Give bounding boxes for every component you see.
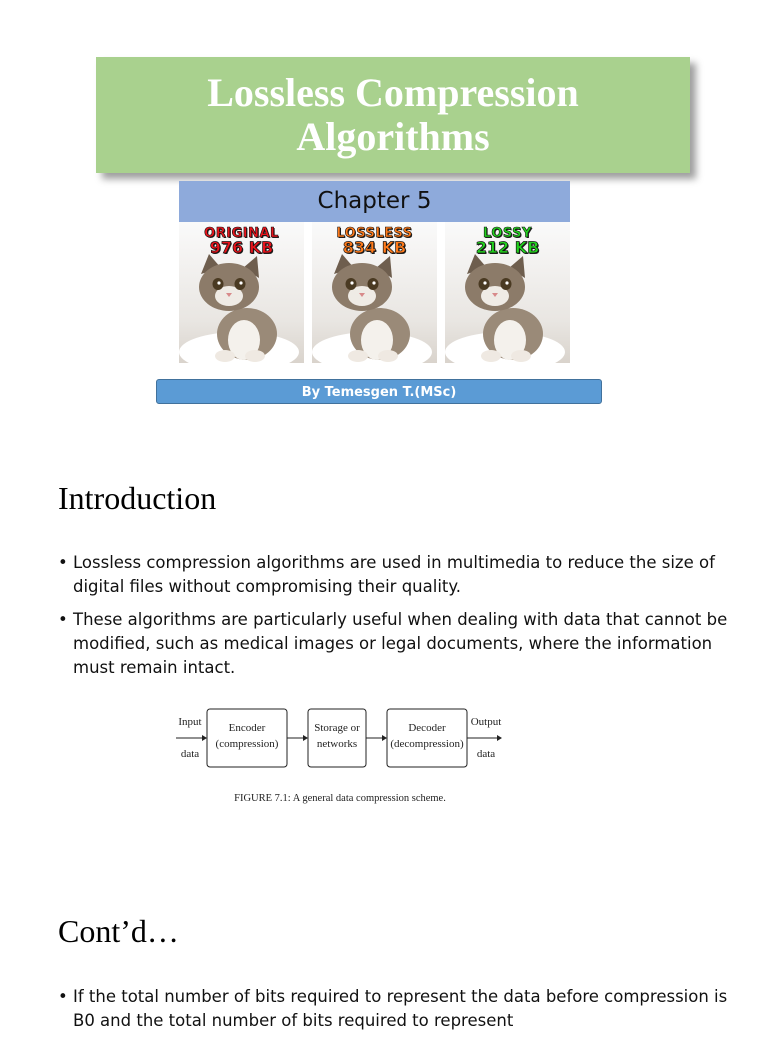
cat-image-original bbox=[179, 222, 304, 363]
decoder-label: Decoder bbox=[408, 722, 446, 734]
image-label: ORIGINAL bbox=[204, 226, 279, 241]
figure-caption: FIGURE 7.1: A general data compression scheme. bbox=[234, 793, 446, 804]
image-size: 976 KB bbox=[209, 238, 274, 257]
image-size: 834 KB bbox=[342, 238, 407, 257]
kitten-icon bbox=[179, 252, 304, 363]
intro-heading: Introduction bbox=[58, 480, 217, 516]
list-item: • Lossless compression algorithms are used in multimedia to reduce the size of digital files without compromising their quality. bbox=[58, 553, 715, 596]
list-item: • These algorithms are particularly useful when dealing with data that cannot be modified, such as medical images or legal documents, where the information must remain intact. bbox=[58, 610, 728, 677]
bullet-text: If the total number of bits required to represent the data before compression is B0 and the total number of bits required to represent bbox=[73, 987, 728, 1030]
contd-bullet-list bbox=[58, 985, 738, 1042]
cat-image-lossless bbox=[312, 222, 437, 363]
output-label: Output bbox=[470, 716, 502, 728]
cat-image-lossy bbox=[445, 222, 570, 363]
kitten-icon bbox=[312, 252, 437, 363]
storage-sub-label: networks bbox=[316, 738, 358, 750]
input-sub-label: data bbox=[180, 748, 200, 760]
output-sub-label: data bbox=[476, 748, 496, 760]
title-line-1: Lossless Compression bbox=[207, 70, 579, 115]
encoder-sub-label: (compression) bbox=[215, 738, 279, 750]
contd-heading: Cont’d… bbox=[58, 913, 179, 949]
slide-title bbox=[96, 57, 690, 173]
kitten-icon bbox=[445, 252, 570, 363]
decoder-sub-label: (decompression) bbox=[390, 738, 464, 750]
storage-label: Storage or bbox=[314, 722, 360, 734]
compression-scheme-diagram bbox=[170, 700, 515, 810]
intro-bullet-list bbox=[58, 551, 738, 689]
bullet-text: Lossless compression algorithms are used in multimedia to reduce the size of digital files without compromising their quality. bbox=[73, 553, 715, 596]
encoder-label: Encoder bbox=[228, 722, 266, 734]
image-size: 212 KB bbox=[475, 238, 540, 257]
bullet-text: These algorithms are particularly useful when dealing with data that cannot be modified, such as medical images or legal documents, where the information must remain intact. bbox=[73, 610, 728, 677]
chapter-banner: Chapter 5 bbox=[179, 181, 570, 222]
author-banner: By Temesgen T.(MSc) bbox=[156, 379, 602, 404]
list-item: • If the total number of bits required to represent the data before compression is B0 and the total number of bits required to represent bbox=[58, 987, 728, 1030]
image-label: LOSSY bbox=[483, 226, 532, 241]
image-label: LOSSLESS bbox=[336, 226, 413, 241]
title-line-2: Algorithms bbox=[296, 114, 490, 159]
input-label: Input bbox=[178, 716, 202, 728]
